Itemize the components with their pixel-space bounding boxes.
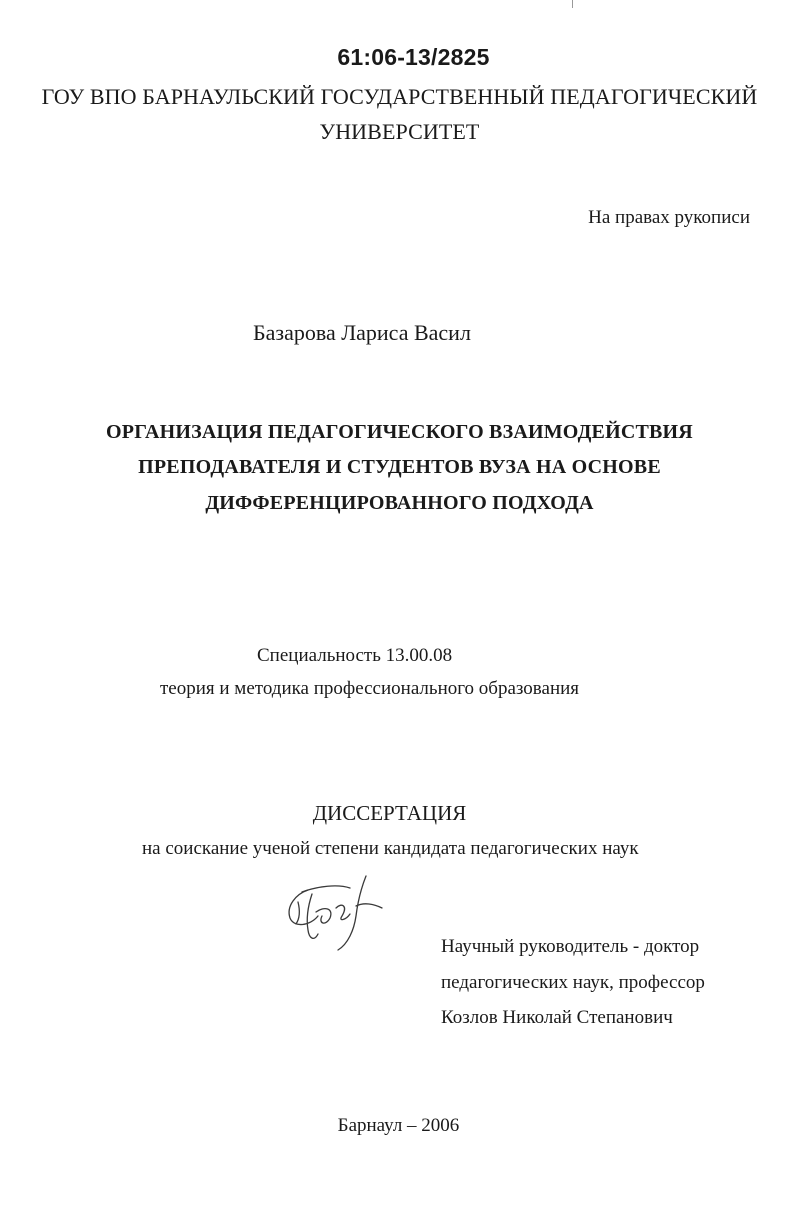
dissertation-title-line3: ДИФФЕРЕНЦИРОВАННОГО ПОДХОДА [205,492,594,514]
place-and-year: Барнаул – 2006 [337,1115,460,1136]
scan-edge-mark [572,0,574,10]
author-name: Базарова Лариса Васил [253,320,471,345]
dissertation-title-line1: ОРГАНИЗАЦИЯ ПЕДАГОГИЧЕСКОГО ВЗАИМОДЕЙСТВИЯ [106,421,693,443]
organization-name-line2: УНИВЕРСИТЕТ [319,119,480,144]
dissertation-title-line2: ПРЕПОДАВАТЕЛЯ И СТУДЕНТОВ ВУЗА НА ОСНОВЕ [138,456,661,478]
supervisor-title: Научный руководитель - доктор [441,936,700,957]
specialty-name: теория и методика профессионального образования [160,678,580,699]
specialty-code: Специальность 13.00.08 [257,645,453,666]
manuscript-note: На правах рукописи [588,207,750,228]
archive-code: 61:06-13/2825 [337,44,490,70]
supervisor-degree: педагогических наук, профессор [441,972,705,993]
supervisor-name: Козлов Николай Степанович [441,1007,673,1028]
organization-name-line1: ГОУ ВПО БАРНАУЛЬСКИЙ ГОСУДАРСТВЕННЫЙ ПЕДАГОГИЧЕСКИЙ [41,84,758,109]
handwritten-signature [278,872,388,952]
dissertation-label: ДИССЕРТАЦИЯ [312,801,467,825]
degree-description: на соискание ученой степени кандидата педагогических наук [142,838,639,859]
